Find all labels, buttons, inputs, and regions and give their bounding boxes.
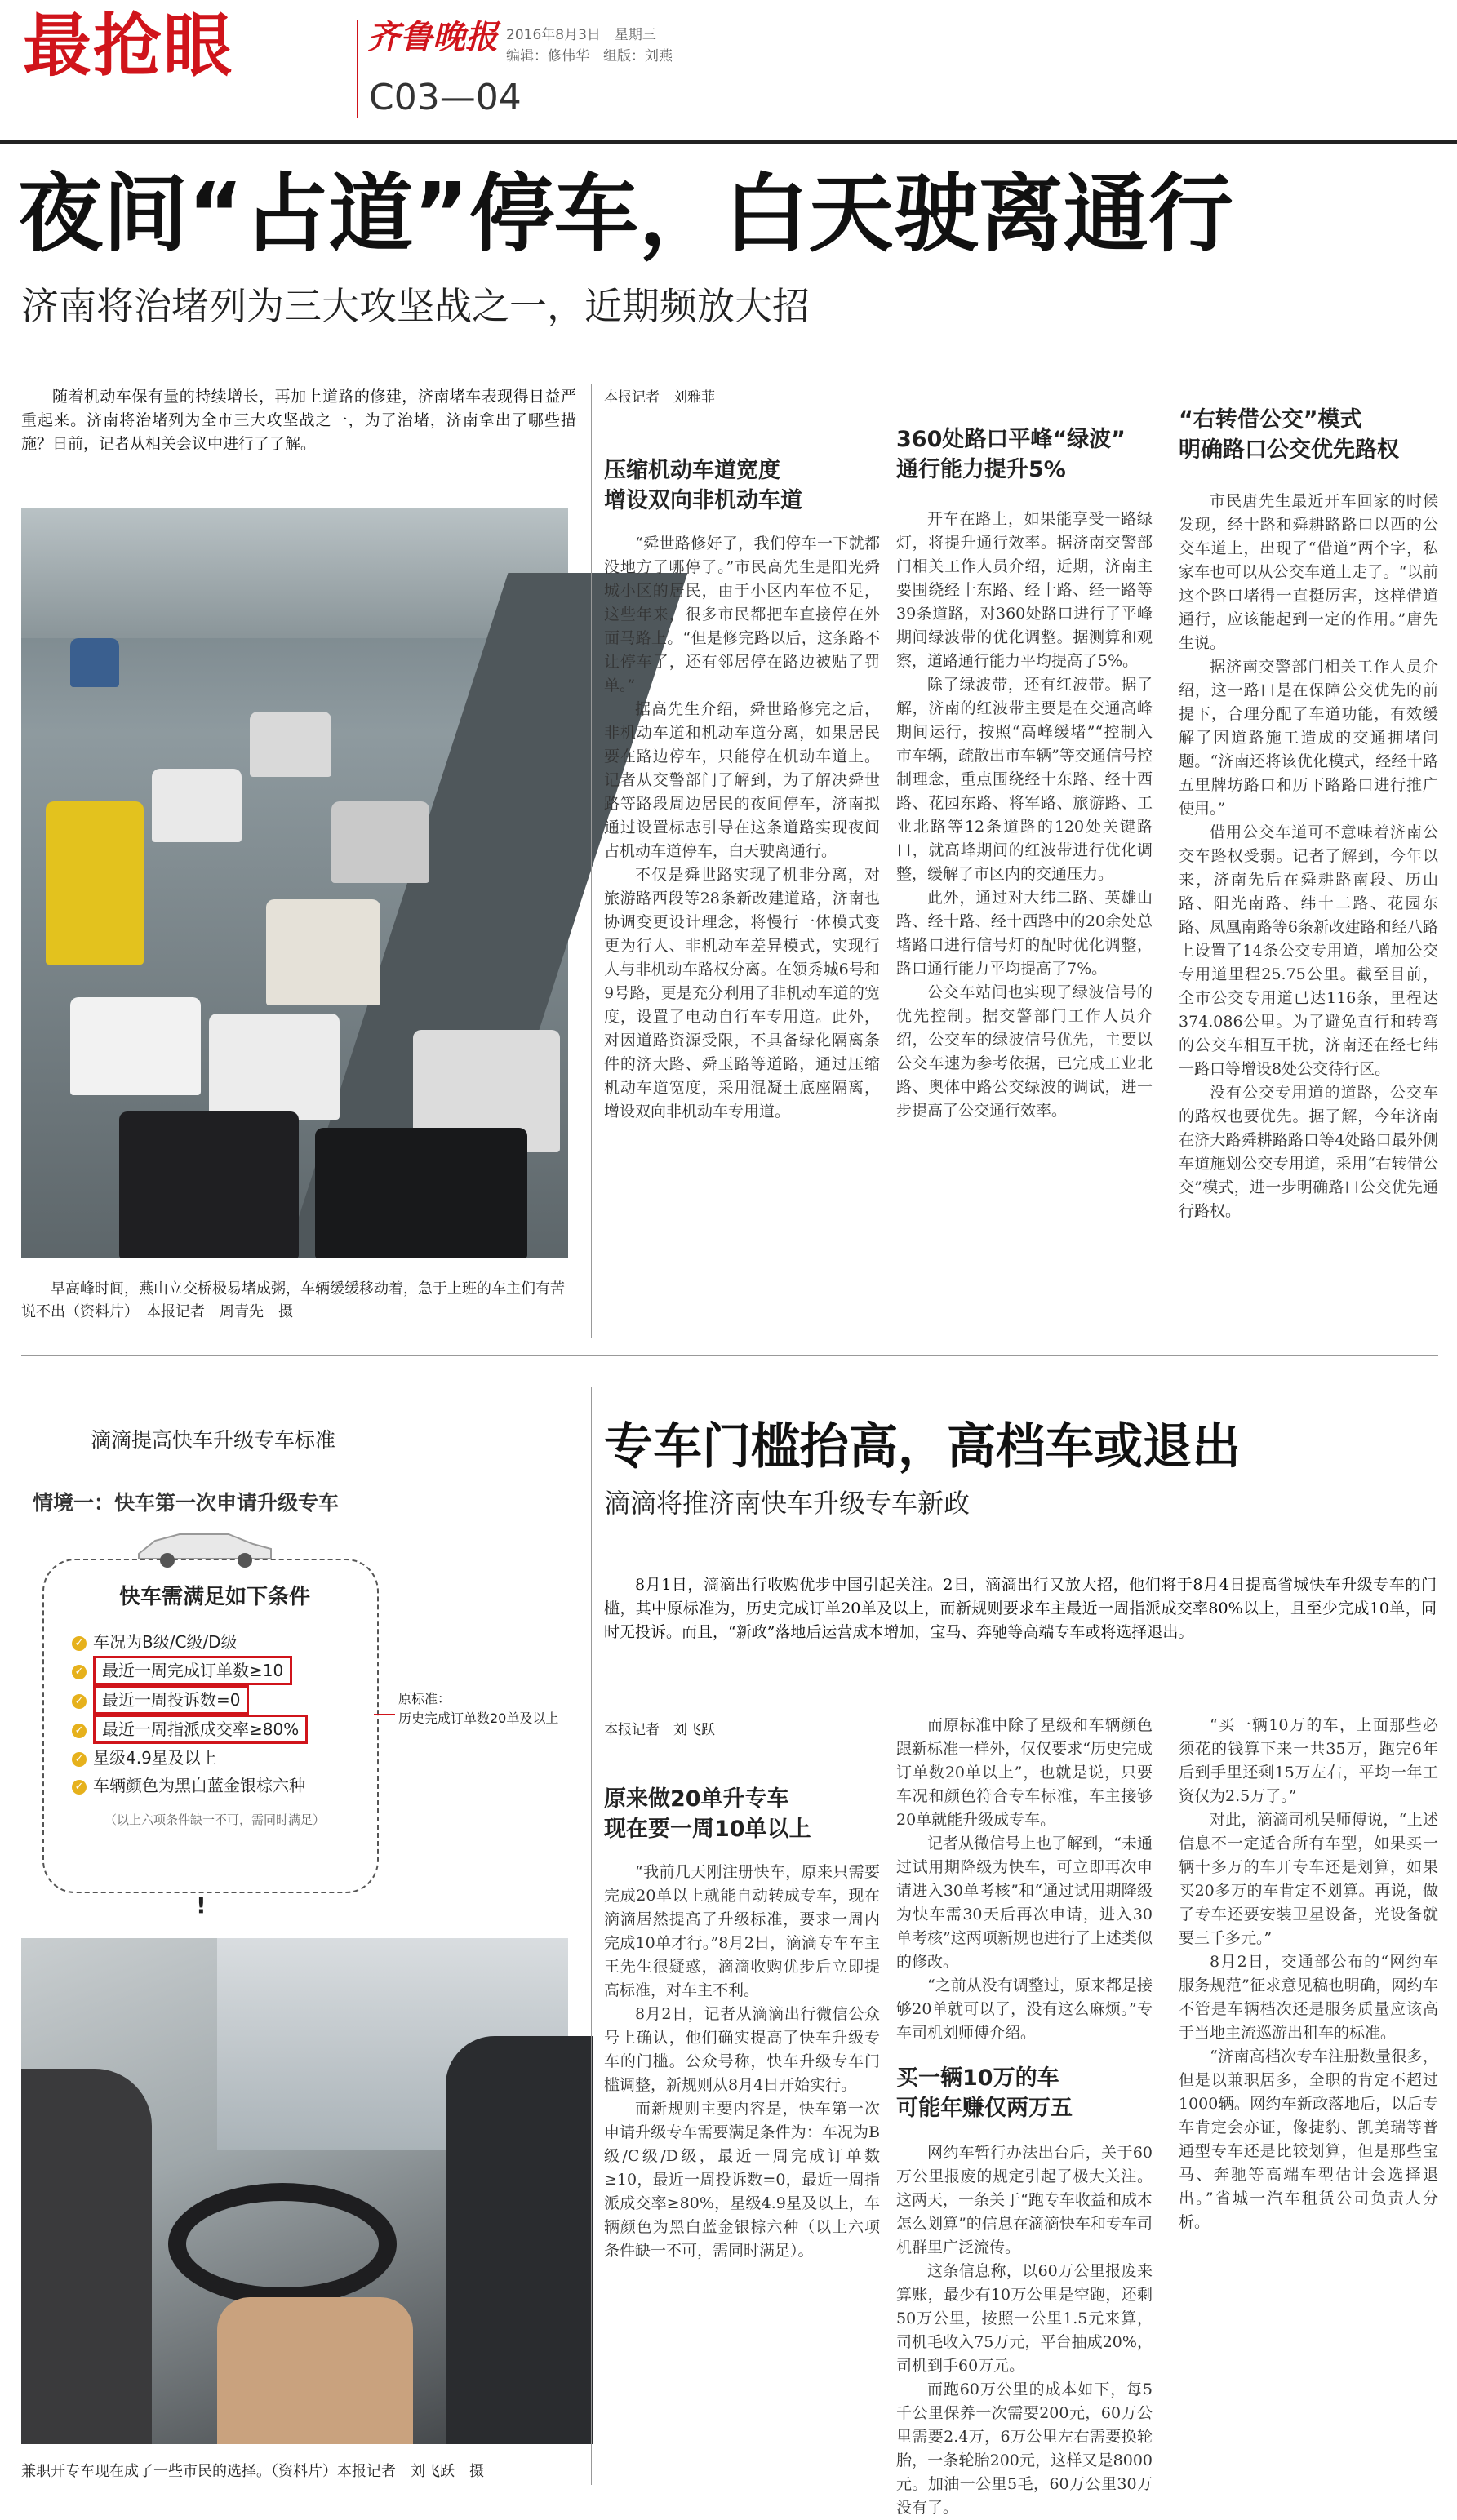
check-icon: ✓ — [72, 1752, 87, 1767]
old-standard-note: 原标准： 历史完成订单数20单及以上 — [398, 1691, 559, 1726]
story1-headline: 夜间“占道”停车，白天驶离通行 — [18, 164, 1233, 264]
story1-sec3-body: “右转借公交”模式 明确路口公交优先路权 市民唐先生最近开车回家的时候发现，经十路和舜耕路路口以西的公交车道上，出现了“借道”两个字，私家车也可以从公交车道上走了。“以前这个路口堵得一直挺厉害，这样借道通行，应该能起到一定的作用。”唐先生说。 据济南交警部门相关工作人员介绍，这一路口是在保障公交优先的前提下，合理分配了车道功能，有效缓解了因道路施工造成的交通拥堵问题。“济南还将该优化模式，经经十路五里牌坊路口和历下路路口进行推广使用。” 借用公交车道可不意味着济南公交车路权受弱。记者了解到，今年以来，济南先后在舜耕路南段、历山路、阳光南路、纬十二路、花园东路、凤凰南路等6条新改建路和经八路上设置了14条公交专用道，增加公交专用道里程25.75公里。截至目前，全市公交专用道已达116条，里程达374.086公里。为了避免直行和转弯的公交车相互干扰，济南还在经七纬一路口等增设8处公交待行区。 没有公交专用道的道路，公交车的路权也要优先。据了解，今年济南在济大路舜耕路路口等4处路口最外侧车道施划公交专用道，采用“右转借公交”模式，进一步明确路口公交优先通行路权。 — [1179, 384, 1438, 1338]
newspaper-logo: 齐鲁晚报 — [367, 18, 498, 56]
story2-lead: 8月1日，滴滴出行收购优步中国引起关注。2日，滴滴出行又放大招，他们将于8月4日提高省城快车升级专车的门槛，其中原标准为，历史完成订单20单及以上，而新规则要求车主最近一周指派成交率80%以上，且至少完成10单，同时无投诉。而且，“新政”落地后运营成本增加，宝马、奔驰等高端专车或将选择退出。 — [604, 1576, 1437, 1641]
condition-item: ✓ 最近一周投诉数=0 — [72, 1685, 358, 1715]
driver-photo — [21, 1938, 568, 2444]
story2-sec1-head: 原来做20单升专车 现在要一周10单以上 — [604, 1786, 811, 1842]
conditions-box-title: 快车需满足如下条件 — [118, 1585, 310, 1609]
story2-sec1-body: “我前几天刚注册快车，原来只需要完成20单以上就能自动转成专车，现在滴滴居然提高了升级标准，要求一周内完成10单才行。”8月2日，滴滴专车车主王先生很疑惑，滴滴收购优步后立即提高标准，对车主不利。 8月2日，记者从滴滴出行微信公众号上确认，他们确实提高了快车升级专车的门槛。公众号称，快车升级专车门槛调整，新规则从8月4日开始实行。 而新规则主要内容是，快车第一次申请升级专车需要满足条件为：车况为B级/C级/D级，最近一周完成订单数≥10，最近一周投诉数=0，最近一周指派成交率≥80%，星级4.9星及以上，车辆颜色为黑白蓝金银棕六种（以上六项条件缺一不可，需同时满足）。 — [604, 1863, 880, 2260]
column-rule — [591, 1387, 592, 2485]
story1-sec2-head: 360处路口平峰“绿波” 通行能力提升5% — [896, 427, 1126, 482]
condition-item: ✓ 车辆颜色为黑白蓝金银棕六种 — [72, 1772, 358, 1799]
issue-date: 2016年8月3日 星期三 — [506, 27, 656, 43]
conditions-note: （以上六项条件缺一不可，需同时满足） — [104, 1812, 325, 1827]
masthead-divider — [357, 20, 358, 118]
section-divider — [21, 1355, 1438, 1356]
column-rule — [591, 384, 592, 1338]
infographic-title: 滴滴提高快车升级专车标准 — [90, 1428, 335, 1452]
story1-sec2-body: 360处路口平峰“绿波” 通行能力提升5% 开车在路上，如果能享受一路绿灯，将提升通行效率。据济南交警部门相关工作人员介绍，近期，济南主要围绕经十东路、经十路、经一路等39条道路，对360处路口进行了平峰期间绿波带的优化调整。据测算和观察，道路通行能力平均提高了5%。 除了绿波带，还有红波带。据了解，济南的红波带主要是在交通高峰期间运行，按照“高峰缓堵”“控制入市车辆，疏散出市车辆”等交通信号控制理念，重点围绕经十东路、经十西路、花园东路、将军路、旅游路、工业北路等12条道路的120处关键路口，就高峰期间的红波带进行优化调整，缓解了市区内的交通压力。 此外，通过对大纬二路、英雄山路、经十路、经十西路中的20余处总堵路口进行信号灯的配时优化调整，路口通行能力平均提高了7%。 公交车站间也实现了绿波信号的优先控制。据交警部门工作人员介绍，公交车的绿波信号优先，主要以公交车速为参考依据，已完成工业北路、奥体中路公交绿波的调试，进一步提高了公交通行效率。 — [896, 384, 1153, 1338]
story2-sec3-body: “买一辆10万的车，上面那些必须花的钱算下来一共35万，跑完6年后到手里还剩15万左右，平均一年工资仅为2.5万了。” 对此，滴滴司机吴师傅说，“上述信息不一定适合所有车型，如果买一辆十多万的车开专车还是划算，如果买20多万的车肯定不划算。再说，做了专车还要安装卫星设备，光设备就要三千多元。” 8月2日，交通部公布的“网约车服务规范”征求意见稿也明确，网约车不管是车辆档次还是服务质量应该高于当地主流巡游出租车的标准。 “济南高档次专车注册数量很多，但是以兼职居多，全职的肯定不超过1000辆。网约车新政落地后，以后专车肯定会亦证，像捷豹、凯美瑞等普通型专车还是比较划算，但是那些宝马、奔驰等高端车型估计会选择退出。”省城一汽车租赁公司负责人分析。 — [1179, 1716, 1438, 2231]
story1-sec1-body: “舜世路修好了，我们停车一下就都没地方了哪停了。”市民高先生是阳光舜城小区的居民，由于小区内车位不足，这些年来，很多市民都把车直接停在外面马路上。“但是修完路以后，这条路不让停车了，还有邻居停在路边被贴了罚单。” 据高先生介绍，舜世路修完之后，非机动车道和机动车道分离，如果居民要在路边停车，只能停在机动车道上。记者从交警部门了解到，为了解决舜世路等路段周边居民的夜间停车，济南拟通过设置标志引导在这条道路实现夜间占机动车道停车，白天驶离通行。 不仅是舜世路实现了机非分离，对旅游路西段等28条新改建道路，济南也协调变更设计理念，将慢行一体模式变更为行人、非机动车差异模式，实现行人与非机动车路权分离。在领秀城6号和9号路，更是充分利用了非机动车道的宽度，设置了电动自行车专用道。此外，对因道路资源受限，不具备绿化隔离条件的济大路、舜玉路等道路，通过压缩机动车道宽度，采用混凝土底座隔离，增设双向非机动车专用道。 — [604, 535, 880, 1120]
check-icon: ✓ — [72, 1665, 87, 1679]
driver-photo-caption: 兼职开专车现在成了一些市民的选择。（资料片）本报记者 刘飞跃 摄 — [21, 2463, 484, 2480]
story2-byline: 本报记者 刘飞跃 — [604, 1722, 715, 1738]
traffic-photo-caption: 早高峰时间，燕山立交桥极易堵成粥，车辆缓缓移动着，急于上班的车主们有苦说不出（资料片） 本报记者 周青先 摄 — [21, 1280, 565, 1320]
condition-item: ✓ 车况为B级/C级/D级 — [72, 1628, 358, 1656]
story1-subhead: 济南将治堵列为三大攻坚战之一，近期频放大招 — [21, 284, 810, 328]
story1-sec1-head: 压缩机动车道宽度 增设双向非机动车道 — [604, 458, 802, 513]
story1-byline: 本报记者 刘雅菲 — [604, 389, 715, 406]
story1-lead: 随着机动车保有量的持续增长，再加上道路的修建，济南堵车表现得日益严重起来。济南将治堵列为全市三大攻坚战之一，为了治堵，济南拿出了哪些措施？日前，记者从相关会议中进行了了解。 — [21, 388, 576, 453]
editor-credits: 编辑：修伟华 组版：刘燕 — [506, 48, 673, 64]
traffic-jam-photo — [21, 508, 568, 1258]
highlight-connector — [374, 1714, 395, 1715]
masthead-rule — [0, 140, 1457, 144]
conditions-box — [42, 1559, 379, 1893]
check-icon: ✓ — [72, 1780, 87, 1795]
check-icon: ✓ — [72, 1636, 87, 1651]
section-title: 最抢眼 — [23, 6, 234, 86]
check-icon: ✓ — [72, 1724, 87, 1738]
infographic-scenario: 情境一：快车第一次申请升级专车 — [33, 1491, 340, 1515]
story1-sec3-head: “右转借公交”模式 明确路口公交优先路权 — [1179, 407, 1399, 463]
exclamation-mark: ! — [196, 1892, 207, 1919]
check-icon: ✓ — [72, 1694, 87, 1709]
story2-sec2-head: 买一辆10万的车 可能年赚仅两万五 — [896, 2065, 1073, 2121]
condition-item: ✓ 最近一周完成订单数≥10 — [72, 1656, 358, 1685]
story2-sec2-body: 而原标准中除了星级和车辆颜色跟新标准一样外，仅仅要求“历史完成订单数20单以上”，也就是说，只要车况和颜色符合专车标准，车主接够20单就能升级成专车。 记者从微信号上也了解到，“未通过试用期降级为快车，可立即再次申请进入30单考核”和“通过试用期降级为快车需30天后再次申请，进入30单考核”这两项新规也进行了上述类似的修改。 “之前从没有调整过，原来都是接够20单就可以了，没有这么麻烦。”专车司机刘师傅介绍。 买一辆10万的车 可能年赚仅两万五 网约车暂行办法出台后，关于60万公里报废的规定引起了极大关注。这两天，一条关于“跑专车收益和成本怎么划算”的信息在滴滴快车和专车司机群里广泛流传。 这条信息称，以60万公里报废来算账，最少有10万公里是空跑，还剩50万公里，按照一公里1.5元来算，司机毛收入75万元，平台抽成20%，司机到手60万元。 而跑60万公里的成本如下，每5千公里保养一次需要200元，60万公里需要2.4万，6万公里左右需要换轮胎，一条轮胎200元，这样又是8000元。加油一公里5毛，60万公里30万没有了。 — [896, 1716, 1153, 2517]
page-number: C03—04 — [369, 77, 522, 118]
story2-subhead: 滴滴将推济南快车升级专车新政 — [604, 1488, 971, 1519]
condition-item: ✓ 星级4.9星及以上 — [72, 1744, 358, 1772]
story2-headline: 专车门槛抬高，高档车或退出 — [604, 1418, 1241, 1475]
condition-item: ✓ 最近一周指派成交率≥80% — [72, 1715, 358, 1744]
